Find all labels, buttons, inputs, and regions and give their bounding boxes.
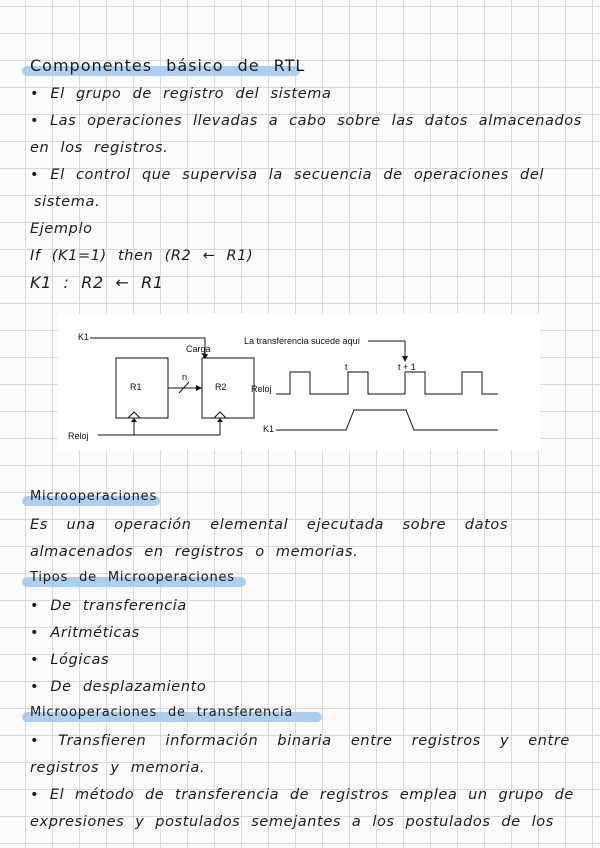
micro-definition-b: almacenados en registros o memorias. — [30, 544, 359, 560]
intro-bullet-3a: • El control que supervisa la secuencia de operaciones del — [30, 167, 545, 183]
micro-definition-a: Es una operación elemental ejecutada sobre datos — [30, 517, 508, 533]
transfer-p2-b: expresiones y postulados semejantes a los postulados de los — [30, 814, 554, 830]
transfer-heading: Microoperaciones de transferencia — [30, 705, 294, 720]
page-title: Componentes básico de RTL — [30, 56, 306, 75]
intro-bullet-2a: • Las operaciones llevadas a cabo sobre las datos almacenados — [30, 113, 582, 129]
clock-waveform — [276, 372, 498, 394]
diagram-carga: Carga — [186, 344, 211, 354]
intro-bullet-3b: sistema. — [34, 194, 101, 210]
tipos-heading: Tipos de Microoperaciones — [30, 570, 235, 585]
register-r2-box — [202, 358, 254, 418]
transfer-note: La transferencia sucede aquí — [244, 336, 361, 346]
intro-bullet-2b: en los registros. — [30, 140, 169, 156]
diagram-k1-top: K1 — [78, 332, 90, 342]
diagram-reloj-left: Reloj — [68, 431, 89, 441]
diagram-n: n — [182, 372, 188, 382]
example-line-2: K1 : R2 ← R1 — [30, 273, 164, 292]
transfer-p2-a: • El método de transferencia de registros emplea un grupo de — [30, 787, 574, 803]
tipos-item-1: • De transferencia — [30, 598, 187, 614]
example-line-1: If (K1=1) then (R2 ← R1) — [30, 248, 254, 264]
tipos-item-3: • Lógicas — [30, 652, 110, 668]
intro-bullet-1: • El grupo de registro del sistema — [30, 86, 332, 102]
time-t1: t + 1 — [398, 362, 416, 372]
register-r2-label: R2 — [215, 382, 227, 392]
tipos-item-4: • De desplazamiento — [30, 679, 207, 695]
register-r1-label: R1 — [130, 382, 142, 392]
k1-waveform — [276, 410, 498, 430]
rtl-transfer-diagram — [58, 314, 540, 450]
tipos-item-2: • Aritméticas — [30, 625, 140, 641]
diagram-k1-right: K1 — [263, 424, 275, 434]
register-r1-box — [116, 358, 168, 418]
time-t: t — [345, 362, 348, 372]
example-label: Ejemplo — [30, 221, 93, 237]
transfer-p1-a: • Transfieren información binaria entre registros y entre — [30, 733, 570, 749]
diagram-reloj-right: Reloj — [251, 384, 272, 394]
micro-heading: Microoperaciones — [30, 489, 158, 504]
transfer-p1-b: registros y memoria. — [30, 760, 206, 776]
